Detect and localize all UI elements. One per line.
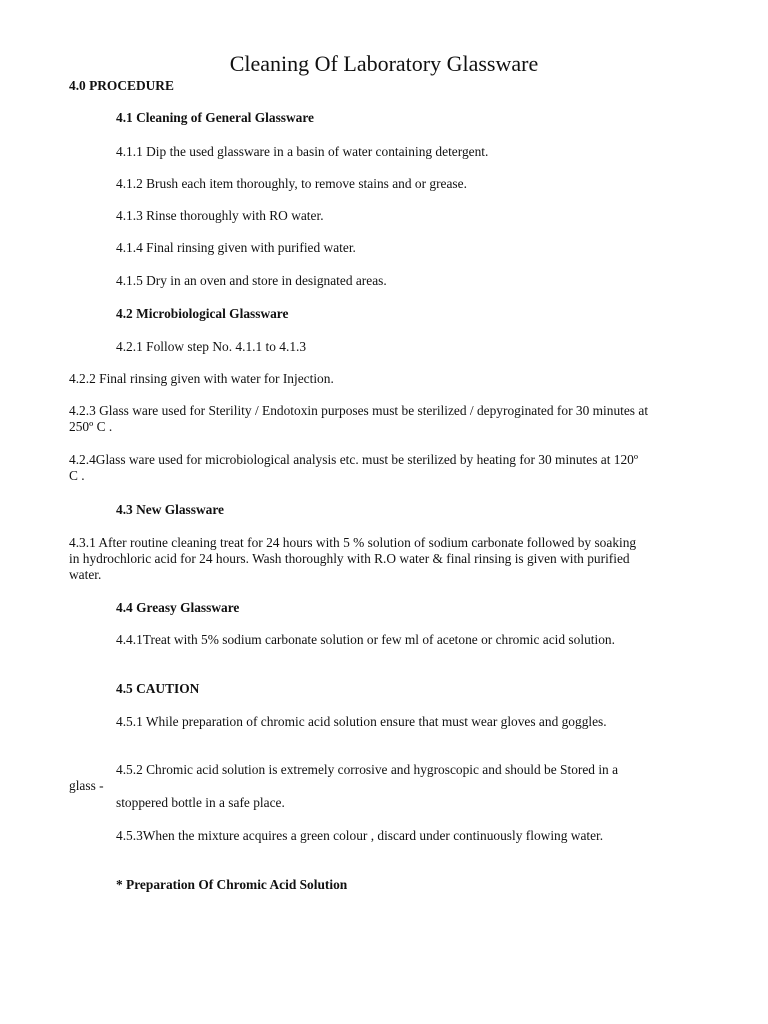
step-4-2-1: 4.2.1 Follow step No. 4.1.1 to 4.1.3 — [116, 339, 307, 354]
section-heading-4-2: 4.2 Microbiological Glassware — [116, 306, 289, 321]
section-heading-chromic-acid-preparation: * Preparation Of Chromic Acid Solution — [116, 877, 348, 892]
step-4-1-3: 4.1.3 Rinse thoroughly with RO water. — [116, 208, 324, 223]
step-4-5-2-continued: stoppered bottle in a safe place. — [116, 795, 285, 810]
step-4-2-4: 4.2.4Glass ware used for microbiological analysis etc. must be sterilized by heating for 30 minutes at 120º C . — [69, 452, 639, 483]
section-heading-4-1: 4.1 Cleaning of General Glassware — [116, 110, 314, 125]
step-4-4-1: 4.4.1Treat with 5% sodium carbonate solution or few ml of acetone or chromic acid solution. — [116, 632, 615, 647]
step-4-5-1: 4.5.1 While preparation of chromic acid solution ensure that must wear gloves and goggles. — [116, 714, 607, 729]
step-4-2-3: 4.2.3 Glass ware used for Sterility / Endotoxin purposes must be sterilized / depyroginated for 30 minutes at 250º C . — [69, 403, 649, 434]
step-4-1-5: 4.1.5 Dry in an oven and store in designated areas. — [116, 273, 387, 288]
section-heading-4-4: 4.4 Greasy Glassware — [116, 600, 240, 615]
section-heading-procedure: 4.0 PROCEDURE — [69, 78, 174, 93]
step-4-1-2: 4.1.2 Brush each item thoroughly, to remove stains and or grease. — [116, 176, 467, 191]
section-heading-4-3: 4.3 New Glassware — [116, 502, 224, 517]
step-4-5-2: 4.5.2 Chromic acid solution is extremely corrosive and hygroscopic and should be Stored in a glass - — [69, 762, 619, 793]
section-heading-4-5: 4.5 CAUTION — [116, 681, 200, 696]
step-4-2-2: 4.2.2 Final rinsing given with water for Injection. — [69, 371, 334, 386]
step-4-3-1: 4.3.1 After routine cleaning treat for 24 hours with 5 % solution of sodium carbonate followed by soaking in hydrochloric acid for 24 hours. Wash thoroughly with R.O water & final rinsing is given with purified water. — [69, 535, 637, 582]
step-4-1-1: 4.1.1 Dip the used glassware in a basin of water containing detergent. — [116, 144, 489, 159]
step-4-1-4: 4.1.4 Final rinsing given with purified water. — [116, 240, 356, 255]
step-4-5-3: 4.5.3When the mixture acquires a green colour , discard under continuously flowing water. — [116, 828, 604, 843]
page-title: Cleaning Of Laboratory Glassware — [229, 51, 539, 76]
